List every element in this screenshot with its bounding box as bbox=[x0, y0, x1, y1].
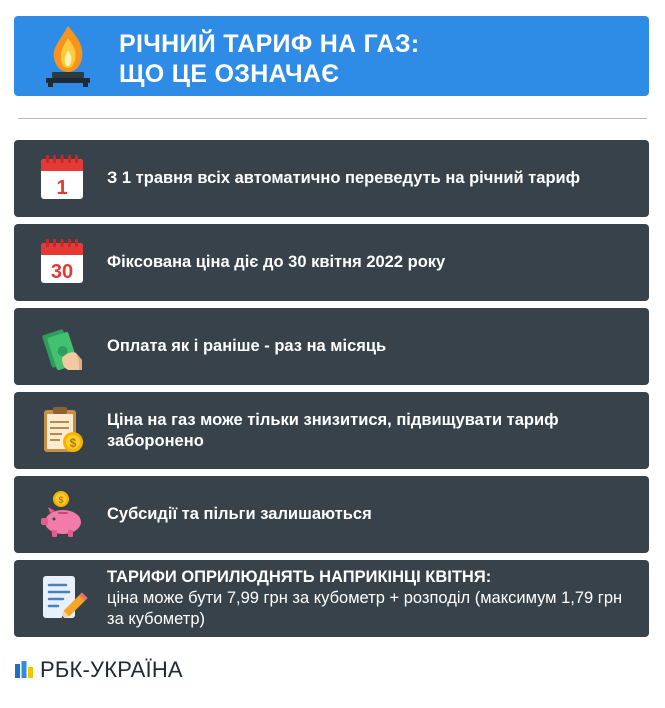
info-card-6 bbox=[14, 560, 649, 637]
calendar-number: 1 bbox=[56, 177, 68, 199]
header-banner bbox=[14, 16, 649, 96]
item-text: ціна може бути 7,99 грн за кубометр + розподіл (максимум 1,79 грн за кубометр) bbox=[107, 589, 623, 628]
item-text: Фіксована ціна діє до 30 квітня 2022 року bbox=[107, 253, 446, 271]
calendar-number: 30 bbox=[50, 261, 74, 283]
item-text: Оплата як і раніше - раз на місяць bbox=[107, 337, 387, 355]
item-text: Субсидії та пільги залишаються bbox=[107, 505, 372, 523]
gas-flame-icon bbox=[38, 22, 98, 88]
money-hand-icon bbox=[36, 320, 88, 372]
page-title bbox=[119, 29, 420, 89]
piggy-bank-icon bbox=[36, 488, 88, 540]
item-text: З 1 травня всіх автоматично переведуть на річний тариф bbox=[107, 169, 581, 187]
info-card-2 bbox=[14, 224, 649, 301]
svg-text:$: $ bbox=[69, 436, 77, 450]
divider bbox=[18, 118, 647, 119]
title-line-1: РІЧНИЙ ТАРИФ НА ГАЗ: bbox=[119, 30, 420, 58]
info-card-5 bbox=[14, 476, 649, 553]
clipboard-coin-icon bbox=[36, 404, 88, 456]
svg-text:$: $ bbox=[58, 495, 64, 505]
info-card-4 bbox=[14, 392, 649, 469]
brand-logo bbox=[14, 657, 183, 683]
brand-name: РБК-УКРАЇНА bbox=[40, 657, 183, 682]
item-heading: ТАРИФИ ОПРИЛЮДНЯТЬ НАПРИКІНЦІ КВІТНЯ: bbox=[107, 568, 492, 586]
document-pencil-icon bbox=[36, 572, 88, 624]
title-line-2: ЩО ЦЕ ОЗНАЧАЄ bbox=[119, 60, 340, 88]
rbc-logo-icon bbox=[14, 660, 34, 680]
calendar-1-icon bbox=[36, 152, 88, 204]
calendar-30-icon bbox=[36, 236, 88, 288]
info-card-1 bbox=[14, 140, 649, 217]
item-text: Ціна на газ може тільки знизитися, підвищувати тариф заборонено bbox=[107, 410, 559, 450]
info-card-3 bbox=[14, 308, 649, 385]
